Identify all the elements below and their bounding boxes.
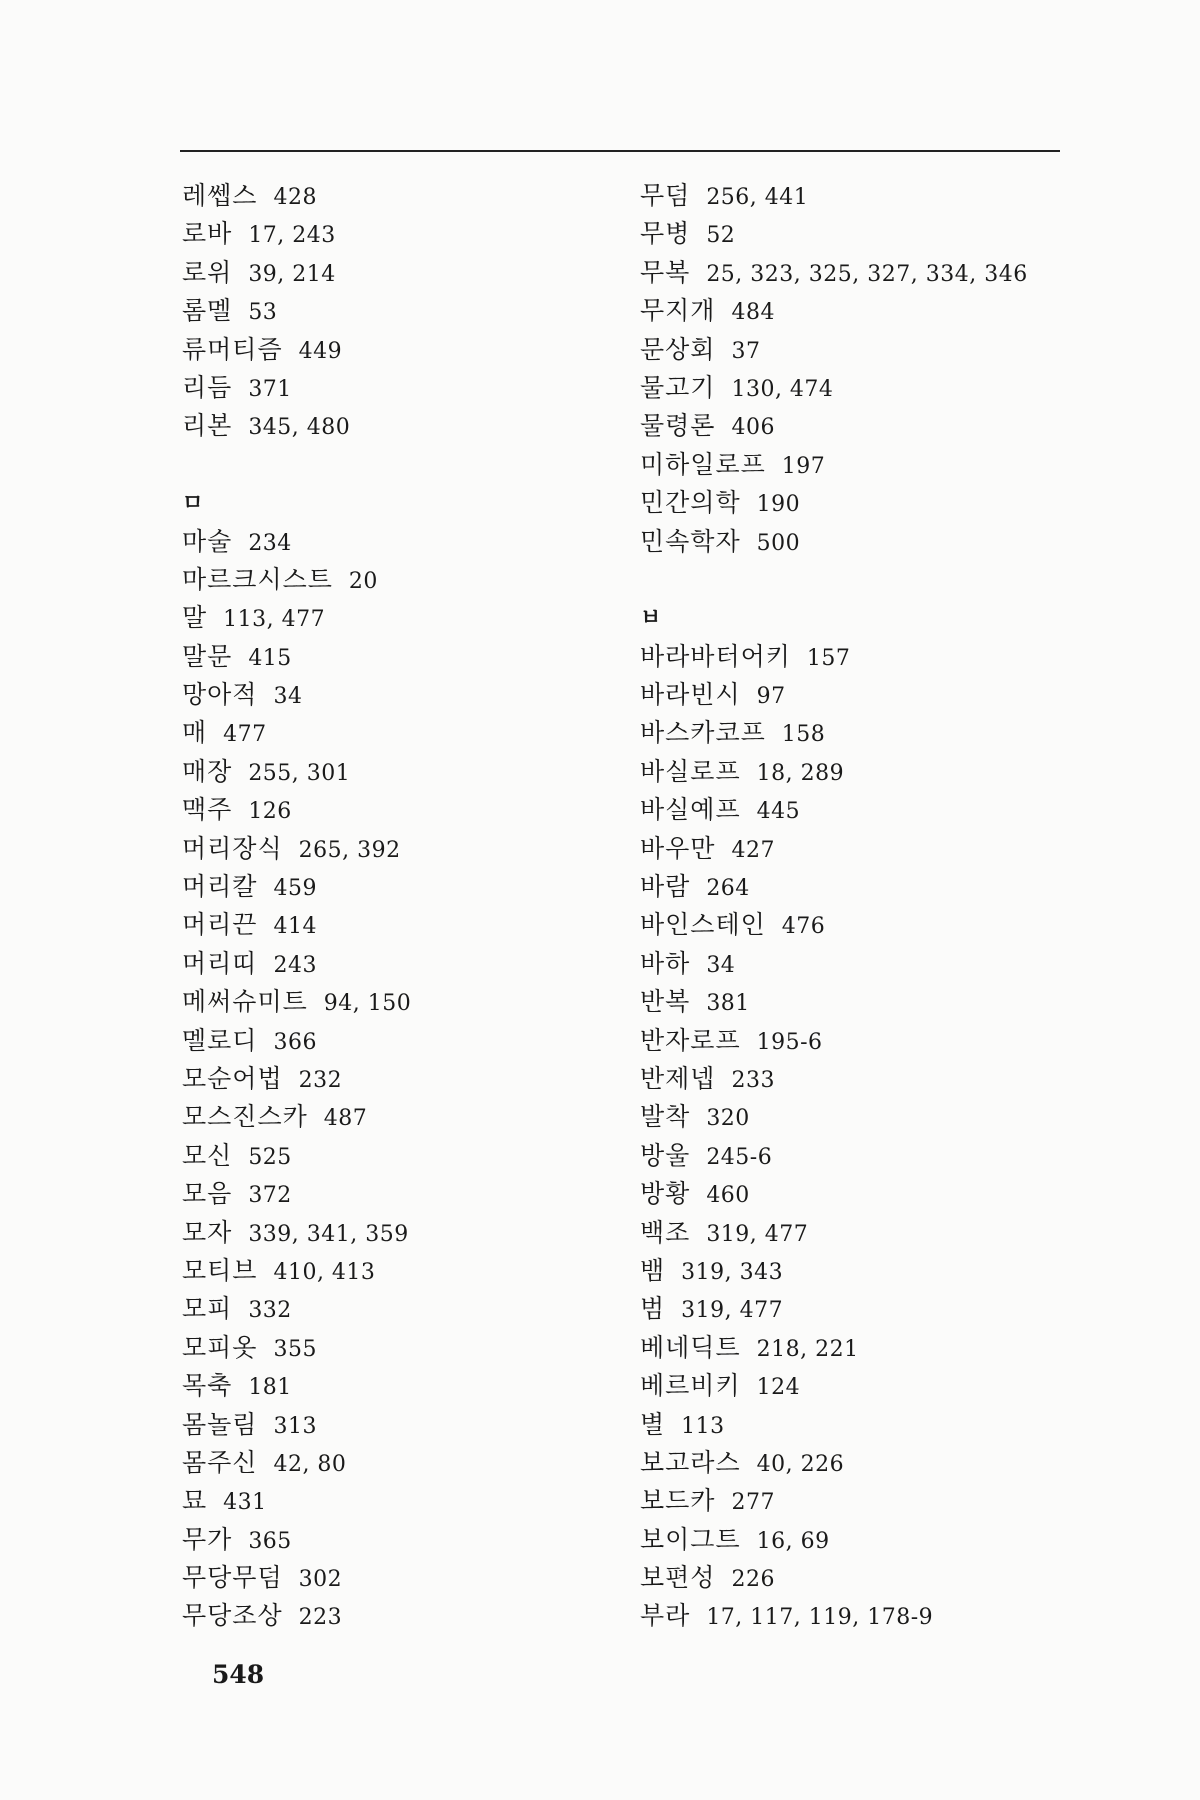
index-entry: [182, 1252, 411, 1290]
index-entry: [640, 1290, 1028, 1328]
index-entry: [182, 254, 411, 292]
index-entry: [182, 1444, 411, 1482]
index-term: 말문: [182, 641, 233, 671]
index-pages: 366: [273, 1029, 317, 1055]
index-pages: 158: [781, 722, 826, 748]
index-entry: [640, 983, 1028, 1021]
index-pages: 302: [298, 1567, 343, 1593]
index-entry: [640, 523, 1028, 561]
index-entry: [182, 791, 411, 829]
index-term: 모피: [182, 1294, 233, 1324]
index-term: 물령론: [640, 411, 716, 441]
index-pages: 477: [223, 722, 267, 748]
index-pages: 232: [298, 1067, 343, 1093]
index-entry: [182, 638, 411, 676]
index-entry: [640, 1597, 1028, 1635]
index-pages: 264: [706, 876, 750, 902]
index-pages: 460: [706, 1183, 750, 1209]
index-term: 모스진스카: [182, 1102, 308, 1132]
index-term: 민속학자: [640, 526, 741, 556]
index-term: 바우만: [640, 833, 716, 863]
index-term: 로위: [182, 257, 233, 287]
index-term: 베르비키: [640, 1371, 741, 1401]
index-entry: [640, 1329, 1028, 1367]
index-term: 바스카코프: [640, 718, 766, 748]
index-entry: [640, 1252, 1028, 1290]
index-term: 무지개: [640, 296, 716, 326]
index-term: 롬멜: [182, 296, 233, 326]
page-number: 548: [212, 1660, 265, 1689]
index-entry: [640, 1060, 1028, 1098]
index-entry: [640, 830, 1028, 868]
index-term: 리본: [182, 411, 233, 441]
index-pages: 345, 480: [248, 415, 351, 441]
index-pages: 319, 477: [681, 1298, 784, 1324]
index-entry: [640, 753, 1028, 791]
index-term: 말: [182, 603, 208, 633]
index-pages: 525: [248, 1144, 292, 1170]
index-pages: 339, 341, 359: [248, 1221, 409, 1247]
index-pages: 355: [273, 1336, 317, 1362]
section-gap: [640, 561, 1028, 599]
index-entry: [182, 1482, 411, 1520]
index-entry: [182, 1597, 411, 1635]
index-term: 망아적: [182, 680, 258, 710]
index-pages: 256, 441: [706, 185, 809, 210]
section-heading: ㅂ: [640, 605, 662, 632]
index-term: 무덤: [640, 181, 691, 210]
index-entry: [640, 1367, 1028, 1405]
index-pages: 476: [781, 914, 826, 940]
index-pages: 223: [298, 1605, 343, 1631]
index-term: 무가: [182, 1524, 233, 1554]
index-pages: 17, 243: [248, 223, 336, 249]
index-pages: 126: [248, 799, 292, 825]
index-pages: 52: [706, 223, 736, 249]
index-term: 모순어법: [182, 1063, 283, 1093]
index-pages: 197: [781, 453, 826, 479]
index-entry: [182, 177, 411, 215]
index-term: 류머티즘: [182, 334, 283, 364]
index-pages: 190: [756, 492, 801, 518]
index-pages: 234: [248, 530, 292, 556]
index-pages: 381: [706, 991, 750, 1017]
index-entry: [640, 446, 1028, 484]
index-pages: 40, 226: [756, 1451, 845, 1477]
index-pages: 218, 221: [756, 1336, 859, 1362]
index-entry: [182, 1098, 411, 1136]
index-entry: [640, 484, 1028, 522]
index-entry: [182, 407, 411, 445]
index-pages: 427: [731, 837, 775, 863]
index-term: 바라바터어키: [640, 641, 791, 671]
index-term: 머리장식: [182, 833, 283, 863]
index-entry: [640, 369, 1028, 407]
index-term: 매: [182, 718, 208, 748]
index-term: 무병: [640, 219, 691, 249]
index-pages: 243: [273, 952, 317, 978]
index-pages: 113, 477: [223, 607, 326, 633]
index-entry: [182, 331, 411, 369]
index-pages: 226: [731, 1567, 775, 1593]
index-pages: 406: [731, 415, 775, 441]
index-term: 문상회: [640, 334, 716, 364]
index-entry: [182, 599, 411, 637]
index-term: 모자: [182, 1217, 233, 1247]
index-term: 바람: [640, 872, 691, 902]
index-pages: 16, 69: [756, 1528, 830, 1554]
index-term: 리듬: [182, 372, 233, 402]
index-entry: [182, 1060, 411, 1098]
header-rule: [180, 150, 1060, 152]
index-entry: [182, 1329, 411, 1367]
index-pages: 428: [273, 185, 317, 210]
index-term: 머리칼: [182, 872, 258, 902]
index-pages: 365: [248, 1528, 292, 1554]
index-pages: 18, 289: [756, 760, 845, 786]
index-entry: [640, 714, 1028, 752]
index-entry: [640, 254, 1028, 292]
index-pages: 157: [806, 645, 851, 671]
index-term: 목축: [182, 1371, 233, 1401]
index-term: 방울: [640, 1140, 691, 1170]
index-pages: 414: [273, 914, 317, 940]
index-pages: 500: [756, 530, 801, 556]
index-entry: [640, 638, 1028, 676]
index-entry: [640, 1521, 1028, 1559]
index-entry: [182, 215, 411, 253]
index-term: 보고라스: [640, 1447, 741, 1477]
index-entry: [640, 215, 1028, 253]
index-pages: 124: [756, 1375, 801, 1401]
index-entry: [640, 1175, 1028, 1213]
index-entry: [640, 1406, 1028, 1444]
index-entry: [182, 1022, 411, 1060]
index-term: 무당무덤: [182, 1563, 283, 1593]
index-entry: [640, 868, 1028, 906]
index-entry: [182, 1406, 411, 1444]
index-entry: [640, 177, 1028, 215]
index-entry: [182, 945, 411, 983]
index-term: 바라빈시: [640, 680, 741, 710]
index-term: 머리끈: [182, 910, 258, 940]
index-term: 모신: [182, 1140, 233, 1170]
section-heading: ㅁ: [182, 490, 204, 517]
index-pages: 410, 413: [273, 1259, 376, 1285]
index-term: 바실예프: [640, 795, 741, 825]
index-pages: 449: [298, 338, 343, 364]
index-entry: [182, 1521, 411, 1559]
index-term: 레쎕스: [182, 181, 258, 210]
index-entry: [640, 676, 1028, 714]
index-entry: [182, 830, 411, 868]
section-gap: [182, 446, 411, 484]
index-pages: 181: [248, 1375, 292, 1401]
index-term: 반복: [640, 987, 691, 1017]
index-pages: 17, 117, 119, 178-9: [706, 1605, 934, 1631]
index-term: 반자로프: [640, 1025, 741, 1055]
index-pages: 34: [273, 684, 303, 710]
index-entry: [640, 1214, 1028, 1252]
index-pages: 34: [706, 952, 736, 978]
index-pages: 245-6: [706, 1144, 773, 1170]
index-term: 부라: [640, 1601, 691, 1631]
index-entry: [640, 945, 1028, 983]
index-entry: [182, 868, 411, 906]
index-pages: 415: [248, 645, 292, 671]
index-pages: 265, 392: [298, 837, 401, 863]
index-term: 미하일로프: [640, 449, 766, 479]
index-term: 발착: [640, 1102, 691, 1132]
index-entry: [640, 292, 1028, 330]
index-term: 무복: [640, 257, 691, 287]
index-pages: 431: [223, 1490, 267, 1516]
index-pages: 332: [248, 1298, 292, 1324]
index-entry: [640, 331, 1028, 369]
index-term: 몸놀림: [182, 1409, 258, 1439]
index-term: 모음: [182, 1179, 233, 1209]
index-entry: [182, 1137, 411, 1175]
index-pages: 20: [348, 568, 378, 594]
index-term: 모피옷: [182, 1332, 258, 1362]
index-entry: [640, 1098, 1028, 1136]
index-pages: 277: [731, 1490, 775, 1516]
index-term: 반제넵: [640, 1063, 716, 1093]
index-pages: 319, 343: [681, 1259, 784, 1285]
index-term: 물고기: [640, 372, 716, 402]
index-term: 민간의학: [640, 488, 741, 518]
index-entry: [182, 1367, 411, 1405]
index-term: 마술: [182, 526, 233, 556]
index-entry: [182, 714, 411, 752]
index-pages: 487: [323, 1106, 368, 1132]
index-entry: [182, 906, 411, 944]
index-entry: [182, 753, 411, 791]
index-entry: [640, 1022, 1028, 1060]
index-pages: 320: [706, 1106, 750, 1132]
index-term: 매장: [182, 756, 233, 786]
index-term: 머리띠: [182, 948, 258, 978]
index-term: 마르크시스트: [182, 564, 333, 594]
index-pages: 113: [681, 1413, 725, 1439]
index-term: 멜로디: [182, 1025, 258, 1055]
index-entry: [182, 1214, 411, 1252]
index-pages: 484: [731, 300, 775, 326]
index-entry: [182, 983, 411, 1021]
index-term: 바실로프: [640, 756, 741, 786]
index-term: 로바: [182, 219, 233, 249]
index-term: 맥주: [182, 795, 233, 825]
index-term: 모티브: [182, 1255, 258, 1285]
index-term: 보편성: [640, 1563, 716, 1593]
index-pages: 25, 323, 325, 327, 334, 346: [706, 261, 1028, 287]
index-entry: [182, 676, 411, 714]
index-entry: [640, 407, 1028, 445]
index-term: 바인스테인: [640, 910, 766, 940]
index-term: 바하: [640, 948, 691, 978]
index-entry: [640, 1444, 1028, 1482]
index-term: 방황: [640, 1179, 691, 1209]
index-pages: 37: [731, 338, 761, 364]
index-pages: 39, 214: [248, 261, 336, 287]
index-term: 무당조상: [182, 1601, 283, 1631]
index-term: 범: [640, 1294, 666, 1324]
index-pages: 53: [248, 300, 278, 326]
index-term: 묘: [182, 1486, 208, 1516]
index-entry: [182, 1559, 411, 1597]
index-term: 보이그트: [640, 1524, 741, 1554]
index-entry: [182, 292, 411, 330]
index-column-right: [640, 177, 1028, 1636]
index-entry: [182, 369, 411, 407]
index-pages: 97: [756, 684, 786, 710]
index-pages: 195-6: [756, 1029, 823, 1055]
index-term: 보드카: [640, 1486, 716, 1516]
index-term: 뱀: [640, 1255, 666, 1285]
index-term: 백조: [640, 1217, 691, 1247]
index-pages: 459: [273, 876, 317, 902]
index-entry: [182, 523, 411, 561]
index-entry: [640, 791, 1028, 829]
index-term: 몸주신: [182, 1447, 258, 1477]
index-pages: 94, 150: [323, 991, 412, 1017]
index-entry: [182, 1175, 411, 1213]
index-term: 메써슈미트: [182, 987, 308, 1017]
index-entry: [640, 1137, 1028, 1175]
index-pages: 313: [273, 1413, 317, 1439]
index-pages: 130, 474: [731, 376, 834, 402]
index-pages: 371: [248, 376, 292, 402]
index-pages: 319, 477: [706, 1221, 809, 1247]
index-pages: 255, 301: [248, 760, 351, 786]
index-pages: 372: [248, 1183, 292, 1209]
index-term: 베네딕트: [640, 1332, 741, 1362]
index-entry: [182, 1290, 411, 1328]
index-entry: [640, 906, 1028, 944]
index-entry: [182, 561, 411, 599]
index-pages: 233: [731, 1067, 775, 1093]
index-column-left: [182, 177, 411, 1636]
index-entry: [640, 1559, 1028, 1597]
index-entry: [640, 1482, 1028, 1520]
index-term: 별: [640, 1409, 666, 1439]
index-pages: 445: [756, 799, 801, 825]
index-pages: 42, 80: [273, 1451, 347, 1477]
